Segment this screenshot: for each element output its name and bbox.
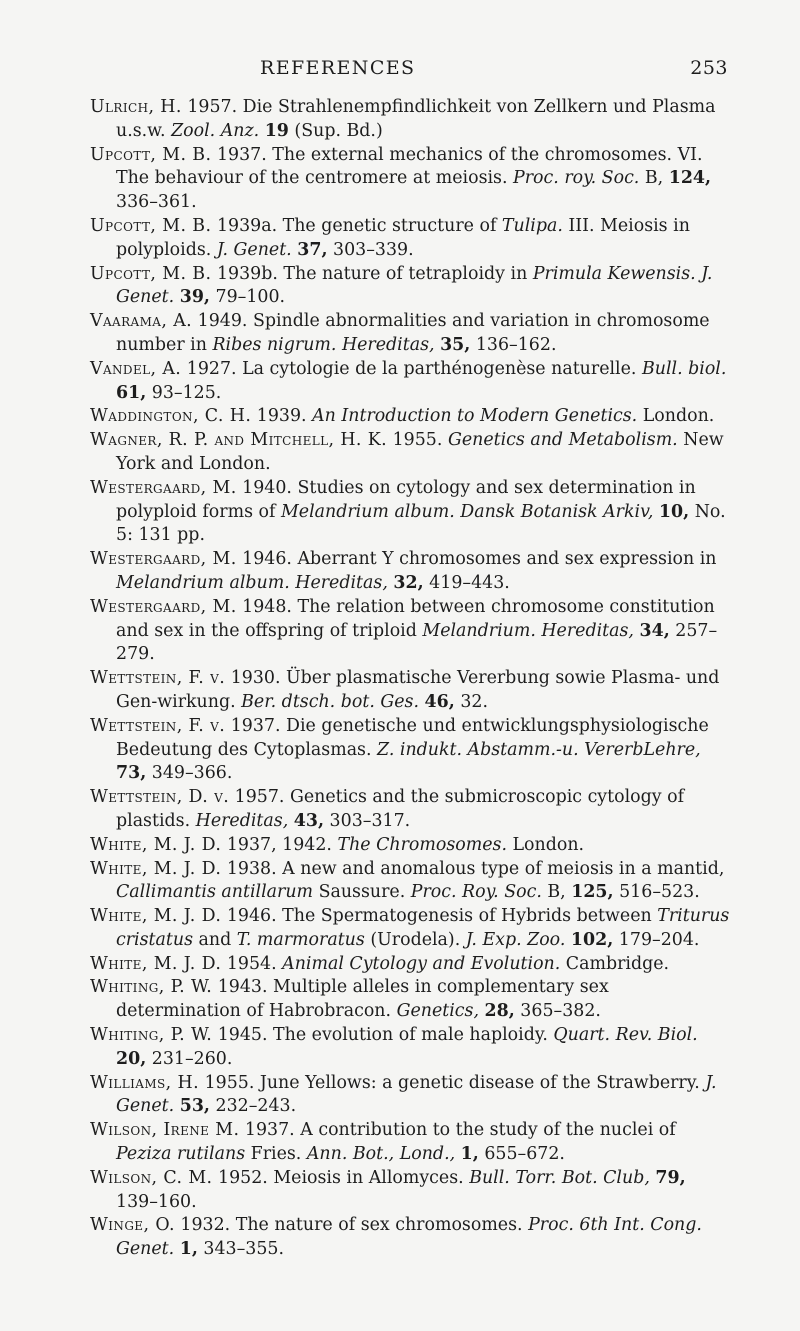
reference-text: 655–672. (478, 1144, 565, 1165)
reference-text: 516–523. (613, 882, 700, 903)
reference-italic-text: Melandrium album. (116, 572, 290, 593)
reference-author: White, M. J. D. (90, 858, 222, 879)
reference-author: Waddington, C. H. (90, 406, 252, 427)
reference-text: Studies on cytology and sex determination in polyploid forms of (116, 477, 696, 522)
reference-volume: 124, (668, 168, 712, 189)
reference-italic-text: Animal Cytology and Evolution. (282, 953, 561, 974)
reference-text: No. 5: 131 pp. (116, 501, 726, 546)
reference-text: 303–339. (327, 239, 414, 260)
reference-italic-text: Melandrium album. (280, 501, 455, 522)
reference-year: 1932. (180, 1215, 231, 1236)
reference-text: June Yellows: a genetic disease of the Strawberry. (254, 1072, 706, 1093)
reference-entry (90, 905, 730, 953)
reference-year: 1957. (187, 97, 238, 117)
reference-author: Westergaard, M. (90, 549, 237, 570)
reference-italic-text: Triturus cristatus (116, 906, 730, 950)
reference-volume: 1, (460, 1144, 479, 1165)
reference-year: 1940. (242, 477, 292, 498)
reference-text: Aberrant Y chromosomes and sex expression in (291, 549, 717, 570)
reference-text: and (193, 929, 237, 950)
reference-year: 1939b. (216, 263, 278, 284)
reference-entry (90, 667, 730, 715)
reference-author: Wagner, R. P. and Mitchell, H. K. (90, 430, 388, 451)
reference-text: 257–279. (116, 620, 718, 665)
reference-author: Whiting, P. W. (90, 977, 213, 998)
reference-author: White, M. J. D. (90, 834, 222, 855)
reference-entry (90, 1167, 730, 1215)
reference-year: 1946. (242, 549, 292, 570)
reference-year: 1957. (234, 787, 285, 808)
reference-italic-text: Ann. Bot., Lond., (306, 1144, 456, 1165)
reference-year: 1930. (230, 668, 281, 689)
reference-entry (90, 1214, 730, 1262)
reference-text: 232–243. (210, 1096, 297, 1117)
reference-list (90, 96, 730, 1262)
reference-text: Genetics and the submicroscopic cytology of plastids. (116, 787, 685, 831)
reference-entry (90, 144, 730, 215)
reference-author: Wettstein, F. v. (90, 715, 226, 736)
reference-italic-text: Ber. dtsch. bot. Ges. (241, 691, 420, 712)
reference-text: The evolution of male haploidy. (267, 1025, 554, 1046)
reference-text: 343–355. (197, 1239, 285, 1260)
reference-author: White, M. J. D. (90, 906, 222, 927)
reference-italic-text: J. Genet. (116, 263, 713, 308)
reference-text: 336–361. (116, 192, 197, 213)
reference-text: 32. (454, 691, 488, 712)
reference-entry (90, 834, 730, 858)
reference-entry (90, 215, 730, 263)
reference-text: The genetic structure of (277, 215, 502, 236)
reference-italic-text: J. Genet. (116, 1072, 717, 1117)
reference-volume: 53, (179, 1096, 210, 1117)
reference-text: 419–443. (423, 572, 510, 593)
reference-italic-text: Quart. Rev. Biol. (553, 1025, 698, 1046)
reference-text: New York and London. (116, 430, 724, 474)
reference-italic-text: Melandrium. (422, 620, 536, 641)
reference-volume: 19 (264, 120, 289, 141)
reference-text: La cytologie de la parthénogenèse naturelle. (236, 358, 642, 379)
reference-entry (90, 1119, 730, 1167)
reference-text: 231–260. (146, 1048, 233, 1069)
reference-volume: 34, (639, 620, 670, 641)
reference-author: Whiting, P. W. (90, 1025, 213, 1046)
reference-entry (90, 358, 730, 406)
reference-text: 139–160. (116, 1191, 197, 1212)
reference-italic-text: The Chromosomes. (337, 834, 507, 855)
reference-entry (90, 429, 730, 477)
reference-year: 1948. (242, 596, 292, 617)
reference-entry (90, 1024, 730, 1072)
reference-author: Upcott, M. B. (90, 215, 212, 236)
reference-year: 1946. (226, 906, 277, 927)
reference-entry (90, 477, 730, 548)
reference-italic-text: Proc. roy. Soc. (513, 168, 640, 189)
reference-text: The nature of tetraploidy in (277, 263, 533, 284)
reference-italic-text: Genetics and Metabolism. (447, 430, 678, 451)
reference-author: Vandel, A. (90, 358, 182, 379)
page-number: 253 (690, 57, 728, 79)
reference-volume: 79, (655, 1167, 686, 1188)
reference-volume: 20, (116, 1048, 147, 1069)
reference-text: Spindle abnormalities and variation in chromosome number in (116, 311, 710, 355)
reference-year: 1938. (226, 858, 277, 879)
reference-entry (90, 858, 730, 906)
reference-entry (90, 1072, 730, 1120)
reference-italic-text: Primula Kewensis. (532, 263, 696, 284)
reference-italic-text: Proc. 6th Int. Cong. Genet. (116, 1215, 702, 1260)
reference-author: Wilson, Irene M. (90, 1120, 240, 1141)
reference-volume: 39, (179, 287, 210, 308)
reference-volume: 102, (570, 929, 614, 950)
reference-text: 179–204. (613, 929, 700, 950)
reference-text: Multiple alleles in complementary sex determination of Habrobracon. (116, 977, 609, 1022)
reference-author: Upcott, M. B. (90, 263, 212, 284)
reference-italic-text: Hereditas, (541, 620, 634, 641)
reference-year: 1955. (204, 1072, 255, 1093)
reference-text: III. Meiosis in polyploids. (116, 215, 690, 260)
reference-author: Upcott, M. B. (90, 144, 212, 165)
reference-italic-text: J. Genet. (216, 239, 292, 260)
reference-entry (90, 976, 730, 1024)
reference-year: 1927. (186, 358, 237, 379)
reference-text: The Spermatogenesis of Hybrids between (276, 906, 658, 927)
reference-text: Saussure. (313, 882, 411, 903)
reference-volume: 28, (484, 1001, 515, 1022)
reference-volume: 1, (179, 1239, 198, 1260)
reference-entry (90, 596, 730, 667)
reference-italic-text: Tulipa. (501, 215, 563, 236)
running-header (90, 57, 728, 87)
reference-volume: 73, (116, 763, 147, 784)
reference-italic-text: Bull. biol. (641, 358, 727, 379)
reference-text: The external mechanics of the chromosomes. VI. The behaviour of the centromere at meiosis. (116, 144, 703, 189)
reference-volume: 32, (393, 572, 424, 593)
reference-italic-text: Dansk Botanisk Arkiv, (460, 501, 654, 522)
reference-volume: 125, (571, 882, 614, 903)
reference-author: Vaarama, A. (90, 311, 193, 332)
reference-author: Wettstein, D. v. (90, 787, 230, 808)
reference-italic-text: Peziza rutilans (116, 1144, 246, 1165)
reference-entry (90, 263, 730, 311)
reference-author: Westergaard, M. (90, 477, 237, 498)
reference-italic-text: Ribes nigrum. (212, 334, 337, 355)
reference-italic-text: T. marmoratus (236, 929, 365, 950)
reference-author: White, M. J. D. (90, 953, 222, 974)
reference-text: The nature of sex chromosomes. (230, 1215, 529, 1236)
reference-volume: 10, (658, 501, 690, 522)
reference-italic-text: Callimantis antillarum (116, 882, 314, 903)
reference-entry (90, 96, 730, 144)
reference-text: A new and anomalous type of meiosis in a mantid, (276, 858, 725, 879)
reference-author: Westergaard, M. (90, 596, 237, 617)
reference-volume: 43, (293, 810, 325, 831)
reference-text: Fries. (245, 1144, 307, 1165)
reference-entry (90, 548, 730, 596)
reference-text: Über plasmatische Vererbung sowie Plasma- und Gen-wirkung. (116, 668, 720, 712)
reference-entry (90, 786, 730, 834)
reference-year: 1945. (217, 1025, 268, 1046)
reference-italic-text: J. Exp. Zoo. (465, 929, 566, 950)
reference-entry (90, 405, 730, 429)
reference-text: 365–382. (514, 1001, 601, 1022)
reference-volume: 35, (440, 334, 471, 355)
reference-year: 1939. (256, 406, 307, 427)
reference-entry (90, 310, 730, 358)
reference-entry (90, 953, 730, 977)
reference-author: Williams, H. (90, 1072, 200, 1093)
reference-italic-text: Proc. Roy. Soc. (410, 882, 542, 903)
reference-text: 79–100. (210, 287, 286, 308)
reference-text: London. (637, 406, 715, 427)
reference-italic-text: An Introduction to Modern Genetics. (312, 406, 638, 427)
reference-text: Die genetische und entwicklungsphysiologische Bedeutung des Cytoplasmas. (116, 715, 709, 760)
reference-italic-text: Hereditas, (195, 810, 289, 831)
reference-text: The relation between chromosome constitution and sex in the offspring of triploid (116, 596, 715, 641)
reference-author: Wettstein, F. v. (90, 668, 226, 689)
reference-year: 1937, 1942. (226, 834, 332, 855)
reference-text: A contribution to the study of the nuclei of (294, 1120, 676, 1141)
reference-year: 1943. (217, 977, 268, 998)
reference-text: 136–162. (470, 334, 557, 355)
reference-text: Meiosis in Allomyces. (267, 1167, 470, 1188)
reference-entry (90, 715, 730, 786)
reference-year: 1937. (230, 715, 281, 736)
reference-volume: 37, (297, 239, 328, 260)
running-title: REFERENCES (260, 57, 416, 79)
reference-italic-text: Bull. Torr. Bot. Club, (469, 1167, 650, 1188)
reference-year: 1937. (244, 1120, 295, 1141)
reference-text: 349–366. (146, 763, 233, 784)
reference-text: 303–317. (324, 810, 411, 831)
reference-text: B, (541, 882, 572, 903)
reference-text: Cambridge. (560, 953, 670, 974)
reference-italic-text: Zool. Anz. (171, 120, 260, 141)
reference-italic-text: Hereditas, (295, 572, 388, 593)
reference-text: Die Strahlenempfindlichkeit von Zellkern und Plasma u.s.w. (116, 97, 716, 141)
reference-author: Ulrich, H. (90, 97, 182, 117)
reference-year: 1955. (392, 430, 443, 451)
reference-italic-text: Z. indukt. Abstamm.-u. VererbLehre, (377, 739, 701, 760)
reference-author: Wilson, C. M. (90, 1167, 213, 1188)
reference-year: 1937. (216, 144, 267, 165)
reference-italic-text: Hereditas, (341, 334, 435, 355)
reference-volume: 46, (424, 691, 455, 712)
reference-year: 1952. (218, 1167, 268, 1188)
reference-text: (Sup. Bd.) (288, 120, 383, 141)
reference-author: Winge, O. (90, 1215, 175, 1236)
reference-text: (Urodela). (364, 929, 466, 950)
reference-year: 1954. (226, 953, 277, 974)
reference-year: 1939a. (216, 215, 278, 236)
reference-text: 93–125. (146, 382, 222, 403)
reference-text: B, (639, 168, 669, 189)
reference-year: 1949. (197, 311, 248, 332)
reference-text: London. (506, 834, 585, 855)
reference-italic-text: Genetics, (396, 1001, 479, 1022)
reference-volume: 61, (116, 382, 147, 403)
